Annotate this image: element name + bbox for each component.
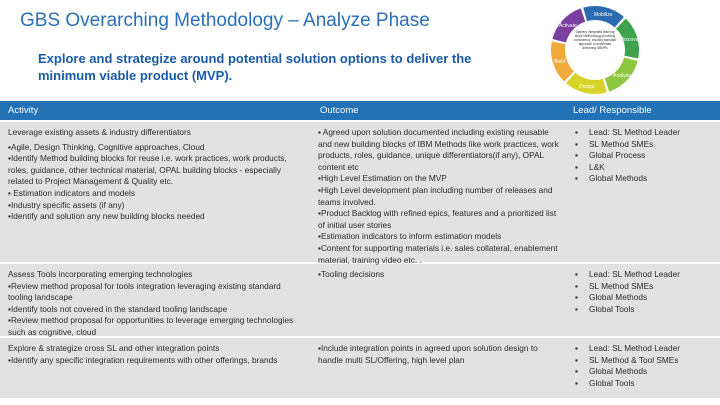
list-item: ▪Include integration points in agreed upon solution design to handle multi SL/Offering, high level plan: [318, 343, 538, 365]
bullet: ▪: [575, 377, 578, 388]
lead-cell: [565, 122, 720, 262]
lead-item-text: SL Method SMEs: [589, 138, 654, 149]
lead-list: [575, 343, 716, 389]
outcome-cell: [312, 122, 565, 265]
outcome-list: [318, 127, 559, 266]
lead-item: [575, 281, 716, 293]
list-item: ▪Content for supporting materials i.e. sales collateral, enablement material, training video etc. .: [318, 242, 558, 265]
list-item: ▪Identify and solution any new building blocks needed: [8, 211, 205, 222]
bullet: ▪: [575, 303, 578, 314]
lead-item: [575, 162, 716, 174]
bullet: ▪: [575, 138, 578, 149]
header-activity: Activity: [8, 105, 39, 116]
page-title: GBS Overarching Methodology – Analyze Phase: [20, 10, 430, 31]
lead-item: [575, 173, 716, 185]
bullet: ▪: [575, 366, 578, 377]
outcome-cell: [312, 264, 565, 336]
list-item: ▪Review method proposal for tools integration leveraging existing standard tooling landscape: [8, 280, 281, 303]
methodology-cycle-diagram: [533, 0, 653, 96]
lead-item: [575, 292, 716, 304]
cycle-segment-label: Activate: [558, 22, 577, 29]
activity-list: [8, 142, 306, 223]
lead-item-text: L&K: [589, 161, 605, 172]
header-lead: Lead/ Responsible: [573, 105, 652, 116]
activity-heading: Explore & strategize cross SL and other integration points: [8, 343, 220, 353]
list-item: ▪Identify any specific integration requirements with other offerings, brands: [8, 354, 278, 365]
lead-item-text: SL Method & Tool SMEs: [589, 354, 679, 365]
activity-list: [8, 355, 306, 367]
lead-item: [575, 355, 716, 367]
page-subtitle: Explore and strategize around potential solution options to deliver the minimum viable product (MVP).: [38, 51, 472, 83]
outcome-list: [318, 343, 559, 366]
list-item: ▪ Agreed upon solution documented including existing reusable and new building blocks of IBM Methods like work practices, work products, roles, guidance, unique differentiators(if any), OPAL content etc: [318, 127, 559, 172]
outcome-cell: [312, 338, 565, 398]
lead-item-text: SL Method SMEs: [589, 280, 654, 291]
lead-item: [575, 343, 716, 355]
activity-heading: Assess Tools incorporating emerging technologies: [8, 269, 193, 279]
table-row: [0, 264, 720, 336]
bullet: ▪: [575, 161, 578, 172]
list-item: ▪Identify tools not covered in the standard tooling landscape: [8, 303, 228, 314]
cycle-segment-label: Design: [579, 84, 595, 91]
cycle-segment-label: Mobilize: [594, 11, 613, 18]
lead-list: [575, 127, 716, 185]
lead-cell: [565, 338, 720, 398]
cycle-segment-label: Analyze: [613, 73, 632, 80]
bullet: ▪: [575, 292, 578, 303]
bullet: ▪: [575, 354, 578, 365]
list-item: ▪Estimation indicators to inform estimation models: [318, 231, 502, 242]
bullet: ▪: [575, 280, 578, 291]
lead-list: [575, 269, 716, 315]
cycle-center-text: Delivery integrated learning steps Methodology providing consistency, industry standard approach to accelerate delivering SBMPs: [573, 30, 617, 50]
list-item: ▪High Level development plan including number of releases and teams involved.: [318, 184, 553, 207]
lead-item-text: Global Methods: [589, 366, 648, 377]
analyze-phase-table: [0, 101, 720, 398]
bullet: ▪: [575, 150, 578, 161]
lead-item-text: Global Tools: [589, 377, 635, 388]
lead-item-text: Lead: SL Method Leader: [589, 269, 681, 279]
list-item: ▪Identify Method building blocks for reuse i.e. work practices, work products, roles, guidance, other technical material, OPAL building blocks - especially related to Project Management & Quality etc.: [8, 153, 287, 187]
activity-cell: [0, 122, 312, 262]
activity-cell: [0, 338, 312, 398]
list-item: ▪Tooling decisions: [318, 269, 385, 279]
cycle-segment-label: Discover: [620, 37, 641, 44]
outcome-list: [318, 269, 559, 281]
bullet: ▪: [575, 343, 578, 353]
lead-cell: [565, 264, 720, 336]
lead-item: [575, 139, 716, 151]
lead-item: [575, 304, 716, 316]
bullet: ▪: [575, 173, 578, 184]
lead-item: [575, 269, 716, 281]
bullet: ▪: [575, 127, 578, 137]
lead-item-text: Global Methods: [589, 292, 648, 303]
cycle-segment-label: Build: [554, 58, 566, 65]
lead-item-text: Lead: SL Method Leader: [589, 343, 681, 353]
list-item: ▪Industry specific assets (if any): [8, 199, 125, 210]
lead-item-text: Global Tools: [589, 303, 635, 314]
list-item: ▪Product Backlog with refined epics, features and a prioritized list of initial user stories: [318, 208, 557, 230]
bullet: ▪: [575, 269, 578, 279]
list-item: ▪High Level Estimation on the MVP: [318, 173, 447, 184]
lead-item-text: Global Process: [589, 150, 646, 161]
lead-item-text: Global Methods: [589, 173, 648, 184]
activity-cell: [0, 264, 312, 336]
lead-item: [575, 366, 716, 378]
activity-list: [8, 281, 306, 339]
list-item: ▪Review method proposal for opportunities to leverage emerging technologies such as cognitive, cloud: [8, 315, 294, 337]
list-item: ▪Agile, Design Thinking, Cognitive approaches, Cloud: [8, 141, 205, 152]
list-item: ▪ Estimation indicators and models: [8, 187, 135, 198]
table-row: [0, 338, 720, 398]
table-header: [0, 101, 720, 120]
activity-heading: Leverage existing assets & industry differentiators: [8, 127, 191, 137]
lead-item: [575, 127, 716, 139]
lead-item-text: Lead: SL Method Leader: [589, 127, 681, 137]
lead-item: [575, 150, 716, 162]
table-row: [0, 122, 720, 265]
header-outcome: Outcome: [320, 105, 359, 116]
lead-item: [575, 378, 716, 390]
